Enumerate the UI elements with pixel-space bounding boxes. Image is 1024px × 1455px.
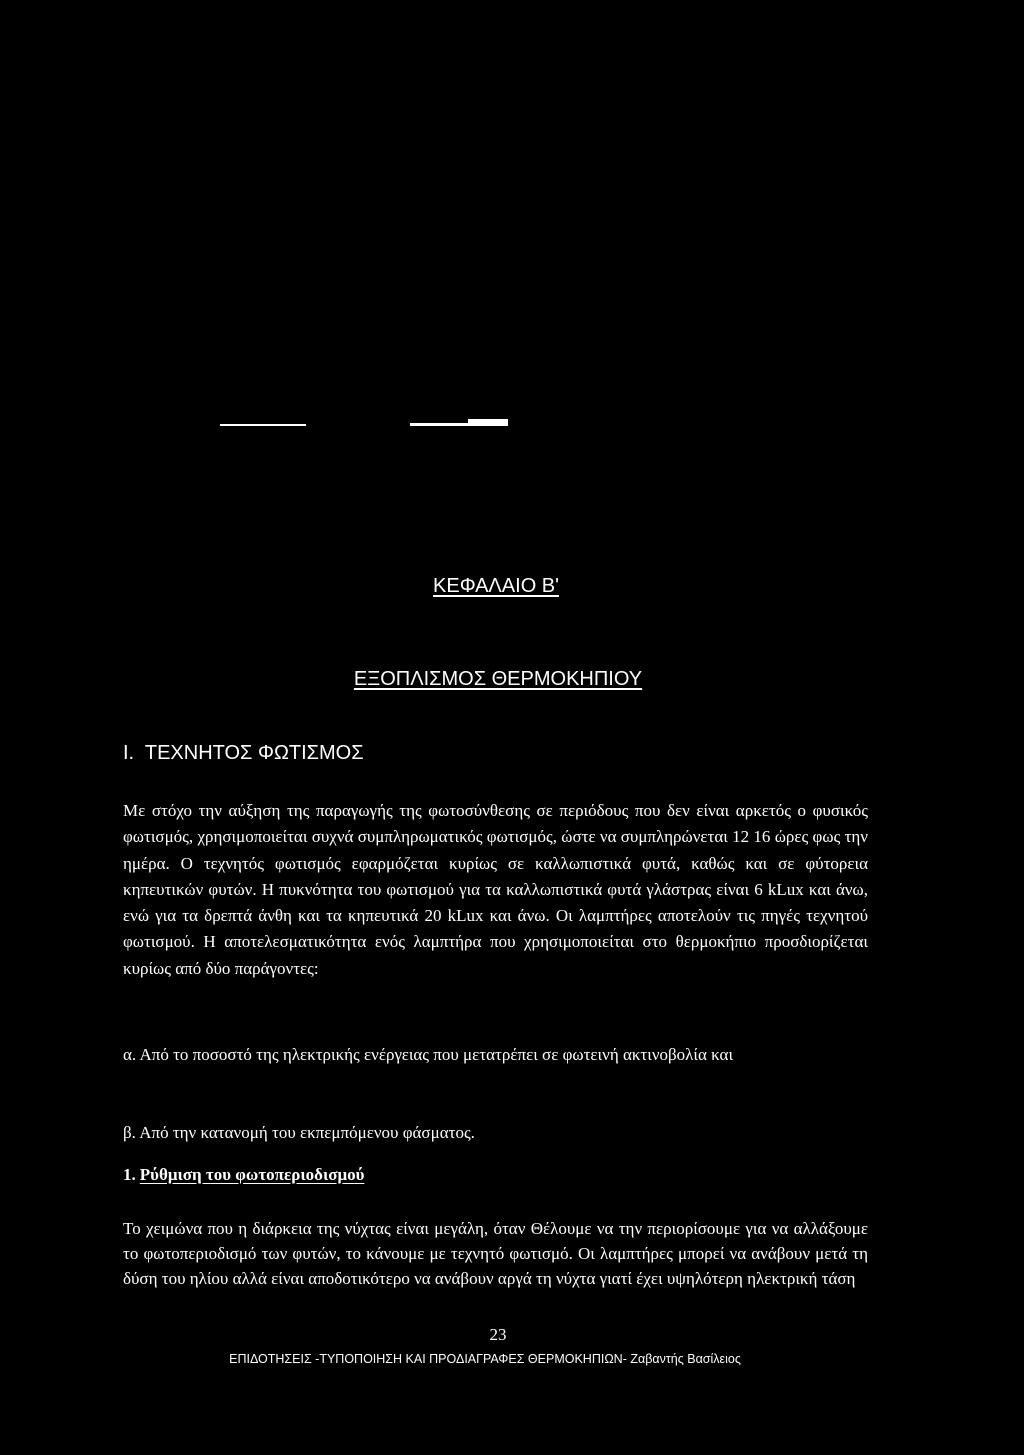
- list-item-a: α. Από το ποσοστό της ηλεκτρικής ενέργειας που μετατρέπει σε φωτεινή ακτινοβολία και: [123, 1045, 734, 1064]
- chapter-subtitle-block: [0, 668, 1024, 691]
- decorative-rule-right: [410, 423, 508, 426]
- chapter-subtitle: ΕΞΟΠΛΙΣΜΟΣ ΘΕΡΜΟΚΗΠΙΟΥ: [353, 668, 643, 690]
- page-number: 23: [489, 1325, 507, 1344]
- photoperiod-paragraph: Το χειμώνα που η διάρκεια της νύχτας είναι μεγάλη, όταν Θέλουμε να την περιορίσουμε για να αλλάξουμε το φωτοπεριοδισμό των φυτών, το κάνουμε με τεχνητό φωτισμό. Οι λαμπτήρες μπορεί να ανάβουν μετά τη δύση του ηλίου αλλά είναι αποδοτικότερο να ανάβουν αργά τη νύχτα γιατί έχει υψηλότερη ηλεκτρική τάση: [123, 1219, 868, 1288]
- decorative-rule-left: [220, 424, 306, 426]
- subsection-number: 1.: [123, 1165, 136, 1184]
- page-footer: ΕΠΙΔΟΤΗΣΕΙΣ -ΤΥΠΟΠΟΙΗΣΗ ΚΑΙ ΠΡΟΔΙΑΓΡΑΦΕΣ ΘΕΡΜΟΚΗΠΙΩΝ- Ζαβαντής Βασίλειος: [229, 1352, 741, 1366]
- chapter-title: ΚΕΦΑΛΑΙΟ Β': [433, 575, 559, 597]
- subsection-heading: [123, 1165, 364, 1185]
- intro-paragraph: Με στόχο την αύξηση της παραγωγής της φωτοσύνθεσης σε περιόδους που δεν είναι αρκετός ο φυσικός φωτισμός, χρησιμοποιείται συχνά συμπληρωματικός φωτισμός, ώστε να συμπληρώνεται 12 16 ώρες φως την ημέρα. Ο τεχνητός φωτισμός εφαρμόζεται κυρίως σε καλλωπιστικά φυτά, καθώς και σε φύτορεια κηπευτικών φυτών. Η πυκνότητα του φωτισμού για τα καλλωπιστικά φυτά γλάστρας είναι 6 kLux και άνω, ενώ για τα δρεπτά άνθη και τα κηπευτικά 20 kLux και άνω. Οι λαμπτήρες αποτελούν τις πηγές τεχνητού φωτισμού. Η αποτελεσματικότητα ενός λαμπτήρα που χρησιμοποιείται στο θερμοκήπιο προσδιορίζεται κυρίως από δύο παράγοντες:: [123, 801, 868, 978]
- list-item-b: β. Από την κατανομή του εκπεμπόμενου φάσματος.: [123, 1123, 475, 1142]
- subsection-title: Ρύθμιση του φωτοπεριοδισμού: [139, 1165, 365, 1184]
- section-title: Ι. ΤΕΧΝΗΤΟΣ ΦΩΤΙΣΜΟΣ: [123, 742, 364, 764]
- page-footer-block: [0, 1352, 1024, 1366]
- page-number-block: [0, 1325, 1024, 1345]
- chapter-title-block: [0, 575, 1024, 598]
- decorative-rule-mark: [468, 419, 508, 423]
